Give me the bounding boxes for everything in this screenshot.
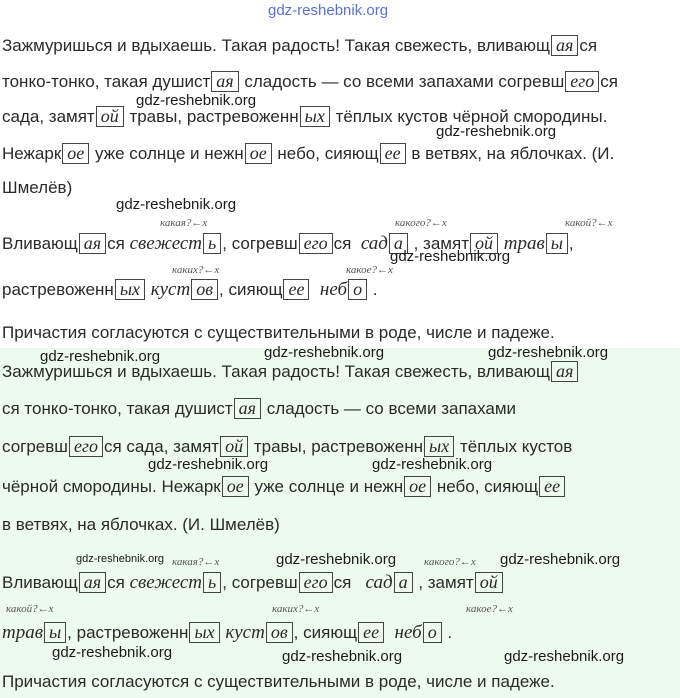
ending-box: ое [222,476,249,497]
ending-box: ых [300,106,330,127]
watermark: gdz-reshebnik.org [52,644,173,661]
watermark: gdz-reshebnik.org [136,92,257,109]
ending-box: его [565,71,599,92]
ending-box: а [389,233,408,254]
ending-box: ы [546,233,568,254]
text-line: тонко-тонко, такая душист ая сладость — со всеми запахами согревш его ся [2,71,618,91]
question-label: каких?←х [172,264,220,276]
question-label: какой?←х [565,217,613,229]
question-label: какая?←х [172,556,220,568]
question-label: какая?←х [160,217,208,229]
ending-box: ая [234,398,261,419]
analysis-line: Вливающ ая ся свежест ь , согревш его ся сад а , замят ой [2,572,504,593]
ending-box: а [394,572,413,593]
ending-box: ее [539,476,565,497]
analysis-line: трав ы , растревоженн ых куст ов , сияющ ее неб о . [2,622,453,643]
ending-box: ой [470,233,498,254]
text-line: Нежарк ое уже солнце и нежн ое небо, сияющ ее в ветвях, на яблочках. (И. [2,143,615,163]
watermark: gdz-reshebnik.org [76,553,165,565]
ending-box: ая [551,361,578,382]
watermark: gdz-reshebnik.org [282,648,403,665]
watermark: gdz-reshebnik.org [116,196,237,213]
ending-box: его [299,572,333,593]
text-line: в ветвях, на яблочках. (И. Шмелёв) [2,515,280,534]
ending-box: ы [44,622,66,643]
ending-box: ой [475,572,503,593]
ending-box: ее [283,279,309,300]
text-line: согревш его ся сада, замят ой травы, растревоженн ых тёплых кустов [2,436,573,456]
ending-box: ое [62,143,89,164]
ending-box: ой [220,436,248,457]
conclusion: Причастия согласуются с существительными в роде, числе и падеже. [2,323,555,342]
ending-box: ее [380,143,406,164]
text-line: Зажмуришься и вдыхаешь. Такая радость! Такая свежесть, вливающ ая [2,361,579,382]
analysis-line: растревоженн ых куст ов , сияющ ее неб о . [2,279,378,300]
text-line: Шмелёв) [2,178,73,197]
ending-box: ая [79,233,106,254]
text-line: Зажмуришься и вдыхаешь. Такая радость! Такая свежесть, вливающ ая ся [2,35,598,55]
ending-box: ых [424,436,454,457]
site-link[interactable]: gdz-reshebnik.org [268,2,389,19]
text-line: ся тонко-тонко, такая душист ая сладость — со всеми запахами [2,398,517,418]
ending-box: о [423,622,442,643]
ending-box: ое [404,476,431,497]
analysis-line: Вливающ ая ся свежест ь , согревш его ся сад а , замят ой трав ы , [2,233,574,254]
ending-box: ое [245,143,272,164]
ending-box: ее [358,622,384,643]
watermark: gdz-reshebnik.org [504,648,625,665]
ending-box: ов [266,622,293,643]
watermark: gdz-reshebnik.org [276,551,397,568]
ending-box: его [69,436,103,457]
question-label: какое?←х [466,603,513,615]
ending-box: ой [96,106,124,127]
text-line: сада, замят ой травы, растревоженн ых тёплых кустов чёрной смородины. [2,106,608,126]
ending-box: ь [203,572,221,593]
ending-box: ь [203,233,221,254]
watermark: gdz-reshebnik.org [488,344,609,361]
ending-box: ая [211,71,238,92]
ending-box: его [299,233,333,254]
ending-box: ых [115,279,145,300]
question-label: какое?←х [346,264,393,276]
watermark: gdz-reshebnik.org [148,456,269,473]
watermark: gdz-reshebnik.org [390,248,511,265]
ending-box: ая [79,572,106,593]
question-label: какого?←х [395,217,447,229]
conclusion: Причастия согласуются с существительными в роде, числе и падеже. [2,672,555,691]
question-label: каких?←х [272,603,320,615]
question-label: какого?←х [424,556,476,568]
ending-box: ая [551,35,578,56]
ending-box: о [348,279,367,300]
watermark: gdz-reshebnik.org [372,456,493,473]
ending-box: ов [191,279,218,300]
watermark: gdz-reshebnik.org [264,344,385,361]
question-label: какой?←х [6,603,54,615]
watermark: gdz-reshebnik.org [500,551,621,568]
text-line: чёрной смородины. Нежарк ое уже солнце и нежн ое небо, сияющ ее [2,476,566,497]
ending-box: ых [189,622,219,643]
watermark: gdz-reshebnik.org [40,348,161,365]
watermark: gdz-reshebnik.org [436,123,557,140]
